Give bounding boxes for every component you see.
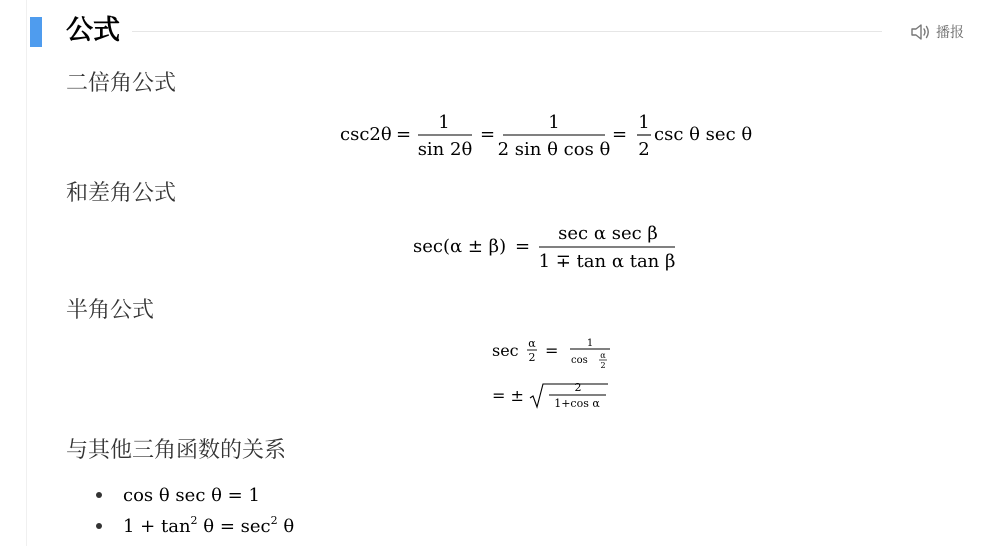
- equals-sign: =: [545, 341, 559, 360]
- subsection-title-half-angle: 半角公式: [66, 298, 155, 323]
- plus-minus-prefix: = ±: [492, 386, 524, 405]
- speak-button[interactable]: [910, 20, 964, 44]
- equals-sign: =: [480, 124, 496, 145]
- relation-formula: cos θ sec θ = 1: [123, 485, 260, 506]
- superscript: 2: [270, 514, 278, 527]
- fraction-denominator: sin 2θ: [417, 139, 473, 160]
- relation-part: θ: [277, 516, 295, 537]
- sec-function: sec: [492, 341, 519, 360]
- list-item: [96, 483, 313, 514]
- argument-numerator: α: [528, 337, 536, 350]
- argument-denominator: 2: [528, 351, 536, 364]
- relation-part: θ = sec: [197, 516, 271, 537]
- subsection-title-double-angle: 二倍角公式: [66, 71, 177, 96]
- radical-numerator: 2: [574, 381, 582, 394]
- subsection-title-relations: 与其他三角函数的关系: [66, 438, 287, 463]
- fraction-denominator: 1 ∓ tan α tan β: [538, 251, 676, 272]
- list-item: [96, 514, 313, 545]
- relation-part: 1 + tan: [123, 516, 191, 537]
- section-accent-bar: [30, 17, 42, 47]
- superscript: 2: [190, 514, 198, 527]
- nested-numerator: α: [600, 351, 606, 360]
- title-divider: [132, 31, 882, 32]
- formula-lhs: csc2θ: [340, 124, 392, 145]
- bullet-dot: [96, 492, 102, 498]
- formula-sum-difference: [413, 219, 683, 275]
- subsection-title-sum-difference: 和差角公式: [66, 181, 177, 206]
- fraction-numerator: sec α sec β: [558, 223, 658, 244]
- nested-denominator: 2: [600, 361, 606, 370]
- formula-double-angle: [340, 108, 753, 164]
- relations-list: [96, 483, 313, 545]
- formula-half-angle: [492, 336, 622, 416]
- relation-formula: [123, 514, 294, 537]
- section-title: 公式: [66, 15, 120, 46]
- coefficient-denominator: 2: [638, 139, 650, 160]
- fraction-numerator: 1: [438, 112, 450, 133]
- equals-sign: =: [396, 124, 412, 145]
- coefficient-numerator: 1: [638, 112, 650, 133]
- cos-function: cos: [571, 355, 588, 366]
- fraction-denominator: 2 sin θ cos θ: [497, 139, 611, 160]
- left-divider: [26, 0, 27, 546]
- equals-sign: =: [515, 236, 531, 257]
- speaker-icon: [910, 23, 930, 41]
- equals-sign: =: [612, 124, 628, 145]
- formula-lhs: sec(α ± β): [413, 236, 507, 257]
- fraction-numerator: 1: [586, 338, 594, 349]
- speak-label: 播报: [936, 25, 964, 41]
- radical-denominator: 1+cos α: [554, 397, 600, 410]
- bullet-dot: [96, 523, 102, 529]
- formula-tail: csc θ sec θ: [654, 124, 753, 145]
- fraction-numerator: 1: [548, 112, 560, 133]
